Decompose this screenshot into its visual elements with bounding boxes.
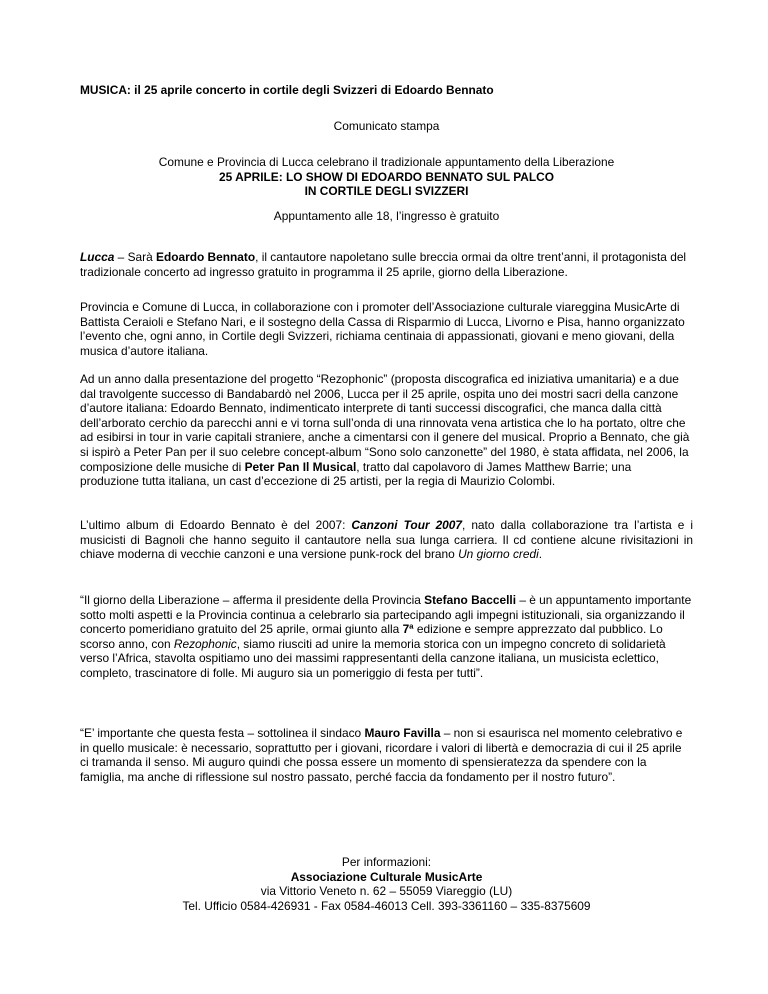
artist-name: Edoardo Bennato (156, 250, 256, 264)
p5-text-c: edizione e sempre apprezzato dal pubblico. Lo scorso anno, con (80, 622, 663, 651)
contact-phones: Tel. Ufficio 0584-426931 - Fax 0584-46013 Cell. 393-3361160 – 335-8375609 (182, 898, 591, 913)
p4-text-b: , nato dalla collaborazione tra l’artista e i musicisti di Bagnoli che hanno seguito il cantautore nella sua lunga carriera. Il cd contiene alcune rivisitazioni in chiave moderna di vecchie canzoni e una versione punk-rock del brano (80, 518, 693, 562)
contact-organization: Associazione Culturale MusicArte (290, 869, 483, 884)
contact-block (80, 855, 693, 913)
paragraph-4 (80, 518, 693, 562)
event-title-line-2: IN CORTILE DEGLI SVIZZERI (304, 184, 469, 199)
project-name: Rezophonic (173, 636, 237, 651)
paragraph-3 (80, 372, 693, 489)
mayor-name: Mauro Favilla (364, 726, 441, 740)
edition-number: 7ª (402, 622, 414, 637)
p1-text-b: , il cantautore napoletano sulle breccia ormai da oltre trent’anni, il protagonista del tradizionale concerto ad ingresso gratuito in programma il 25 aprile, giorno della Liberazione. (80, 250, 687, 279)
paragraph-5 (80, 593, 693, 681)
p5-text-d: , siamo riusciti ad unire la memoria storica con un impegno concreto di solidarietà verso l’Africa, stavolta ospitiamo uno dei massimi rappresentanti della canzone italiana, un musicista eclettico, completo, trascinatore di folle. Mi auguro sia un pomeriggio di festa per tutti”. (80, 636, 666, 680)
contact-address: via Vittorio Veneto n. 62 – 55059 Viareggio (LU) (260, 884, 513, 899)
p3-text-a: Ad un anno dalla presentazione del progetto “Rezophonic” (proposta discografica ed iniziativa umanitaria) e a due dal travolgente successo di Bandabardò nel 2006, Lucca per il 25 aprile, ospita uno dei mostri sacri della canzone d’autore italiana: Edoardo Bennato, indimenticato interprete di tanti successi discografici, che manca dalla città dell’arborato cerchio da parecchi anni e vi torna sull’onda di una rinnovata vena artistica che lo ha portato, oltre che ad esibirsi in tour in varie capitali straniere, anche a cimentarsi con il genere del musical. Proprio a Bennato, che già si ispirò a Peter Pan per il suo celebre concept-album “Sono solo canzonette” del 1980, è stata affidata, nel 2006, la composizione delle musiche di (80, 372, 690, 474)
paragraph-6 (80, 726, 693, 784)
p5-text-b: – è un appuntamento importante sotto molti aspetti e la Provincia continua a celebrarlo sia partecipando agli impegni istituzionali, sia organizzando il concerto pomeridiano gratuito del 25 aprile, ormai giunto alla (80, 593, 692, 637)
p6-text-b: – non si esaurisca nel momento celebrativo e in quello musicale: è necessario, soprattutto per i giovani, ricordare i valori di libertà e democrazia di cui il 25 aprile ci tramanda il senso. Mi auguro quindi che possa essere un momento di spensieratezza da spendere con la famiglia, ma anche di riflessione sul nostro passato, perché faccia da fondamento per il nostro futuro”. (80, 726, 683, 784)
song-title: Un giorno credi (458, 547, 539, 562)
p4-text-c: . (538, 547, 543, 562)
paragraph-1 (80, 250, 693, 279)
intro-line: Comune e Provincia di Lucca celebrano il tradizionale appuntamento della Liberazione (158, 155, 615, 169)
appointment-line: Appuntamento alle 18, l’ingresso è gratuito (273, 209, 500, 223)
album-title: Canzoni Tour 2007 (351, 518, 463, 532)
document-type: Comunicato stampa (333, 119, 440, 133)
p3-text-b: , tratto dal capolavoro di James Matthew Barrie; una produzione tutta italiana, un cast d’eccezione di 25 artisti, per la regia di Maurizio Colombi. (80, 459, 632, 489)
p4-text-a: L’ultimo album di Edoardo Bennato è del 2007: (80, 518, 352, 532)
city-name: Lucca (80, 250, 115, 264)
p5-text-a: “Il giorno della Liberazione – afferma il presidente della Provincia (80, 593, 425, 607)
musical-title: Peter Pan Il Musical (244, 459, 357, 474)
paragraph-2: Provincia e Comune di Lucca, in collaborazione con i promoter dell’Associazione culturale viareggina MusicArte di Battista Ceraioli e Stefano Nari, e il sostegno della Cassa di Risparmio di Lucca, Livorno e Pisa, hanno organizzato l’evento che, ogni anno, in Cortile degli Svizzeri, richiama centinaia di appassionati, giovani e meno giovani, della musica d’autore italiana. (80, 300, 685, 358)
p6-text-a: “E’ importante che questa festa – sottolinea il sindaco (80, 726, 365, 740)
event-title-line-1: 25 APRILE: LO SHOW DI EDOARDO BENNATO SUL PALCO (219, 169, 554, 184)
headline: MUSICA: il 25 aprile concerto in cortile degli Svizzeri di Edoardo Bennato (80, 83, 494, 97)
president-name: Stefano Baccelli (424, 593, 517, 607)
contact-label: Per informazioni: (341, 855, 432, 869)
intro-block (80, 155, 693, 199)
p1-text-a: – Sarà (114, 250, 157, 264)
